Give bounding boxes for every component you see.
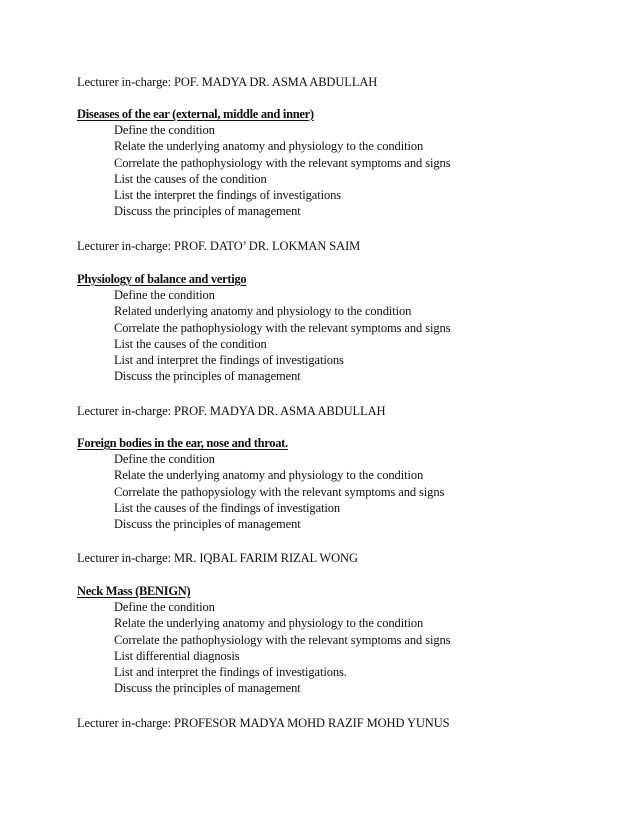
objective-item: List differential diagnosis bbox=[114, 648, 240, 663]
topic-section bbox=[77, 271, 597, 385]
objectives-list bbox=[77, 599, 597, 697]
topic-section bbox=[77, 435, 597, 532]
objective-item: Correlate the pathopysiology with the relevant symptoms and signs bbox=[114, 484, 445, 499]
lecturer-in-charge: Lecturer in-charge: PROFESOR MADYA MOHD RAZIF MOHD YUNUS bbox=[77, 716, 450, 730]
objective-item: Relate the underlying anatomy and physiology to the condition bbox=[114, 468, 424, 483]
objective-item: List the interpret the findings of investigations bbox=[114, 188, 342, 203]
topic-heading: Foreign bodies in the ear, nose and throat. bbox=[77, 436, 288, 450]
topic-heading: Neck Mass (BENIGN) bbox=[77, 584, 191, 598]
objective-item: List the causes of the condition bbox=[114, 336, 267, 351]
lecturer-in-charge: Lecturer in-charge: PROF. MADYA DR. ASMA ABDULLAH bbox=[77, 404, 386, 418]
objective-item: Define the condition bbox=[114, 123, 215, 137]
objective-item: Define the condition bbox=[114, 600, 215, 614]
lecturer-in-charge: Lecturer in-charge: PROF. DATO’ DR. LOKMAN SAIM bbox=[77, 239, 361, 253]
objective-item: Relate the underlying anatomy and physiology to the condition bbox=[114, 616, 424, 631]
topic-heading: Diseases of the ear (external, middle and inner) bbox=[77, 107, 314, 121]
objective-item: Discuss the principles of management bbox=[114, 517, 301, 532]
objective-item: Related underlying anatomy and physiology to the condition bbox=[114, 304, 412, 319]
objective-item: List the causes of the findings of investigation bbox=[114, 500, 341, 515]
objectives-list bbox=[77, 451, 597, 532]
lecturer-in-charge: Lecturer in-charge: POF. MADYA DR. ASMA ABDULLAH bbox=[77, 75, 378, 89]
objective-item: List the causes of the condition bbox=[114, 171, 267, 186]
objectives-list bbox=[77, 287, 597, 385]
objective-item: Discuss the principles of management bbox=[114, 681, 301, 696]
objective-item: Define the condition bbox=[114, 452, 215, 466]
objective-item: List and interpret the findings of investigations. bbox=[114, 665, 347, 680]
objective-item: Define the condition bbox=[114, 288, 215, 302]
objective-item: List and interpret the findings of investigations bbox=[114, 353, 344, 368]
lecturer-in-charge: Lecturer in-charge: MR. IQBAL FARIM RIZAL WONG bbox=[77, 551, 358, 565]
objective-item: Discuss the principles of management bbox=[114, 369, 301, 384]
topic-section bbox=[77, 583, 597, 697]
objectives-list bbox=[77, 122, 597, 220]
topic-section bbox=[77, 106, 597, 220]
objective-item: Relate the underlying anatomy and physiology to the condition bbox=[114, 139, 424, 154]
objective-item: Correlate the pathophysiology with the relevant symptoms and signs bbox=[114, 155, 451, 170]
objective-item: Discuss the principles of management bbox=[114, 204, 301, 219]
objective-item: Correlate the pathophysiology with the relevant symptoms and signs bbox=[114, 320, 451, 335]
objective-item: Correlate the pathophysiology with the relevant symptoms and signs bbox=[114, 632, 451, 647]
topic-heading: Physiology of balance and vertigo bbox=[77, 272, 247, 286]
